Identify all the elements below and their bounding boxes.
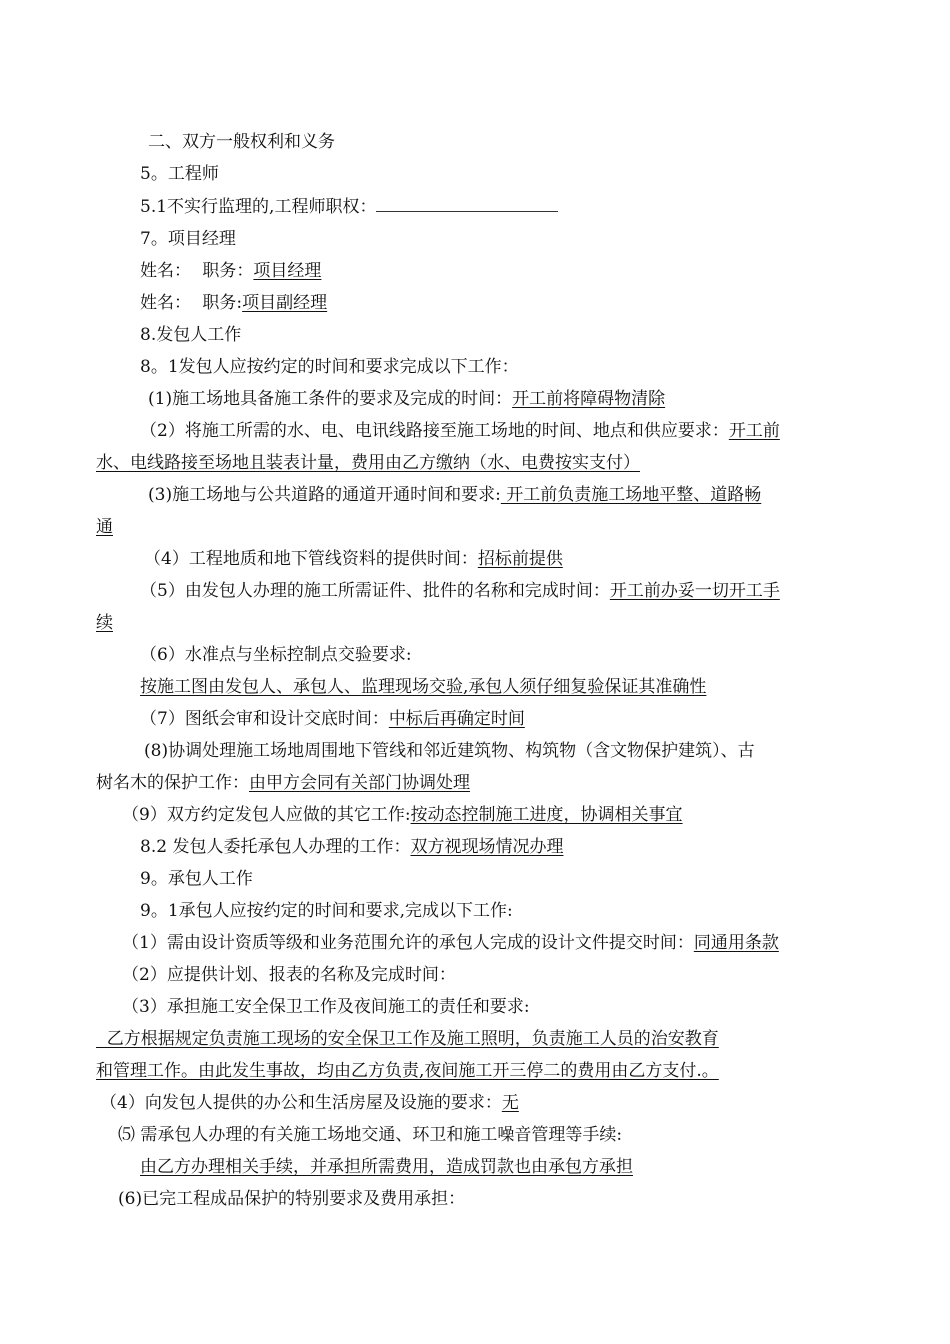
item-value: 开工前负责施工场地平整、道路畅: [500, 485, 762, 505]
employer-item-8: (8)协调处理施工场地周围地下管线和邻近建筑物、构筑物（含文物保护建筑）、古: [144, 741, 755, 761]
contractor-item-6: (6)已完工程成品保护的特别要求及费用承担：: [118, 1189, 466, 1209]
employer-item-2: [140, 420, 780, 442]
employer-item-1: [148, 388, 665, 410]
employer-item-5: [140, 580, 780, 602]
contractor-item-5-value: 由乙方办理相关手续，并承担所需费用，造成罚款也由承包方承担: [140, 1157, 633, 1177]
item-value: 同通用条款: [693, 933, 779, 953]
pm-name-label: 姓名：: [140, 293, 191, 313]
employer-item-4: [144, 548, 563, 570]
item-value: 招标前提供: [477, 549, 563, 569]
contractor-item-1: [122, 932, 779, 954]
item-value: 双方视现场情况办理: [410, 837, 564, 857]
contractor-item-4: [100, 1092, 519, 1114]
pm-name-label: 姓名：: [140, 261, 191, 281]
employer-item-3: [148, 484, 761, 506]
item-label: （7）图纸会审和设计交底时间：: [140, 709, 389, 729]
contractor-item-3-value: 乙方根据规定负责施工现场的安全保卫工作及施工照明，负责施工人员的治安教育: [96, 1029, 719, 1049]
pm-duty-value: 项目经理: [253, 261, 322, 281]
item-value: 开工前办妥一切开工手: [609, 581, 780, 601]
contractor-item-3: （3）承担施工安全保卫工作及夜间施工的责任和要求:: [122, 997, 530, 1017]
employer-item-5-cont: 续: [96, 613, 113, 633]
pm-duty-label: 职务:: [202, 293, 243, 313]
contractor-intro: 9。1承包人应按约定的时间和要求,完成以下工作:: [140, 901, 513, 921]
item-value: 开工前将障碍物清除: [512, 389, 666, 409]
pm-row: [140, 260, 321, 282]
employer-item-2-cont: 水、电线路接至场地且装表计量，费用由乙方缴纳（水、电费按实支付）: [96, 453, 640, 473]
item-label: （1）需由设计资质等级和业务范围允许的承包人完成的设计文件提交时间：: [122, 933, 694, 953]
item-label: （4）向发包人提供的办公和生活房屋及设施的要求：: [100, 1093, 502, 1113]
engineer-authority-line: [140, 196, 558, 218]
item-label: 8.2 发包人委托承包人办理的工作：: [140, 837, 411, 857]
employer-item-8-cont: [96, 772, 470, 794]
item-label: （9）双方约定发包人应做的其它工作:: [122, 805, 411, 825]
item-value: 开工前: [728, 421, 780, 441]
item-label: （4）工程地质和地下管线资料的提供时间：: [144, 549, 478, 569]
item-value: 无: [501, 1093, 519, 1113]
item-label: 树名木的保护工作：: [96, 773, 249, 793]
pm-row: [140, 292, 327, 314]
employer-8-2: [140, 836, 563, 858]
employer-heading: 8.发包人工作: [140, 325, 242, 345]
item-value: 由甲方会同有关部门协调处理: [249, 773, 470, 793]
employer-item-6-value: 按施工图由发包人、承包人、监理现场交验,承包人须仔细复验保证其准确性: [140, 677, 707, 697]
contractor-item-5: ⑸ 需承包人办理的有关施工场地交通、环卫和施工噪音管理等手续:: [118, 1125, 623, 1145]
section-title: 二、双方一般权利和义务: [148, 132, 335, 152]
employer-item-7: [140, 708, 525, 730]
item-label: (3)施工场地与公共道路的通道开通时间和要求:: [148, 485, 501, 505]
employer-intro: 8。1发包人应按约定的时间和要求完成以下工作：: [140, 357, 519, 377]
engineer-heading: 5。工程师: [140, 164, 219, 184]
pm-heading: 7。项目经理: [140, 229, 236, 249]
item-label: （5）由发包人办理的施工所需证件、批件的名称和完成时间：: [140, 581, 610, 601]
employer-item-6: （6）水准点与坐标控制点交验要求:: [140, 645, 412, 665]
contractor-heading: 9。承包人工作: [140, 869, 253, 889]
employer-item-3-cont: 通: [96, 517, 113, 537]
item-value: 按动态控制施工进度，协调相关事宜: [410, 805, 683, 825]
item-value: 中标后再确定时间: [388, 709, 525, 729]
item-label: (1)施工场地具备施工条件的要求及完成的时间：: [148, 389, 513, 409]
pm-duty-label: 职务：: [202, 261, 254, 281]
pm-duty-value: 项目副经理: [242, 293, 328, 313]
engineer-authority-blank: [376, 196, 558, 212]
item-label: （2）将施工所需的水、电、电讯线路接至施工场地的时间、地点和供应要求：: [140, 421, 729, 441]
contractor-item-3-value-cont: 和管理工作。由此发生事故，均由乙方负责,夜间施工开三停二的费用由乙方支付.。: [96, 1061, 719, 1081]
engineer-authority-label: 5.1不实行监理的,工程师职权：: [140, 197, 377, 217]
employer-item-9: [122, 804, 683, 826]
contractor-item-2: （2）应提供计划、报表的名称及完成时间：: [122, 965, 456, 985]
